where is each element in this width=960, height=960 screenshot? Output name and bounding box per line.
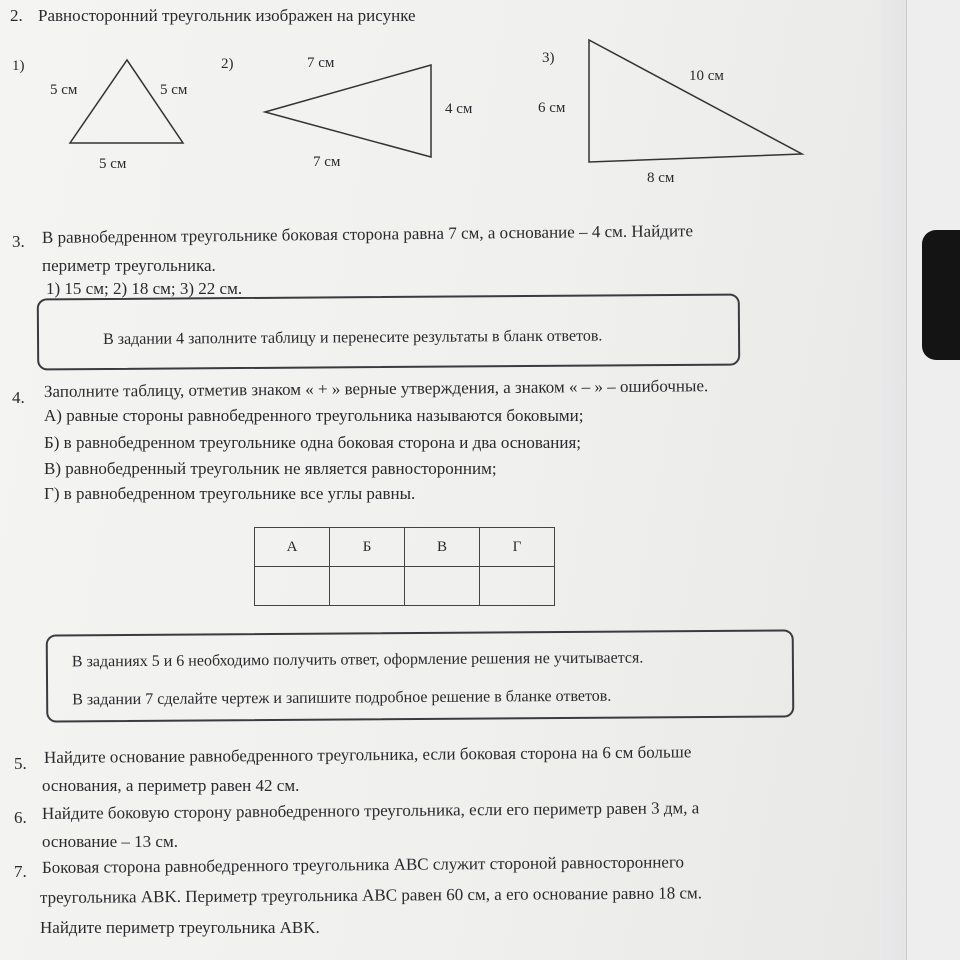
notice-2-line2: В задании 7 сделайте чертеж и запишите подробное решение в бланке ответов. [72,687,612,709]
answer-table [254,527,555,606]
notice-1-text: В задании 4 заполните таблицу и перенесите результаты в бланк ответов. [102,327,603,348]
answer-cell-v[interactable] [405,567,480,606]
q3-line2: периметр треугольника. [42,256,216,275]
q5-line1: Найдите основание равнобедренного треугольника, если боковая сторона на 6 см больше [43,742,692,767]
figure-2-label: 2) [221,56,234,72]
table-header-row [255,528,555,567]
table-header-cell: Г [480,528,555,567]
fig3-left-side: 6 см [538,100,566,116]
fig2-right-side: 4 см [445,101,473,117]
fig1-left-side: 5 см [50,82,78,98]
fig3-bottom-side: 8 см [647,170,675,186]
figure-3-label: 3) [542,50,555,66]
table-header-cell: Б [330,528,405,567]
q7-number: 7. [14,862,27,881]
table-header-cell: В [405,528,480,567]
q4-item-b: Б) в равнобедренном треугольнике одна боковая сторона и два основания; [44,433,581,452]
q5-line2: основания, а периметр равен 42 см. [42,776,300,795]
q2-number: 2. [10,6,23,25]
fig2-top-side: 7 см [307,55,335,71]
q4-number: 4. [12,388,25,407]
table-header-cell: А [255,528,330,567]
notice-box-2 [46,629,795,722]
triangles-figure [0,0,960,200]
answer-cell-a[interactable] [255,567,330,606]
answer-cell-g[interactable] [480,567,555,606]
q7-line1: Боковая сторона равнобедренного треугольника ABC служит стороной равностороннего [41,852,685,877]
table-answer-row [255,567,555,606]
q6-number: 6. [14,808,27,827]
answer-cell-b[interactable] [330,567,405,606]
fig2-bottom-side: 7 см [313,154,341,170]
fig1-bottom-side: 5 см [99,156,127,172]
notice-2-line1: В заданиях 5 и 6 необходимо получить ответ, оформление решения не учитывается. [71,649,644,671]
fig1-right-side: 5 см [160,82,188,98]
q3-options: 1) 15 см; 2) 18 см; 3) 22 см. [46,279,243,298]
q7-line3: Найдите периметр треугольника ABK. [40,918,320,937]
triangle-1 [70,60,183,143]
q3-number: 3. [12,232,25,251]
q6-line1: Найдите боковую сторону равнобедренного треугольника, если его периметр равен 3 дм, а [41,798,700,823]
q6-line2: основание – 13 см. [42,832,178,851]
q4-text: Заполните таблицу, отметив знаком « + » верные утверждения, а знаком « – » – ошибочные. [43,376,709,401]
triangle-3 [589,40,802,162]
dark-object [922,230,960,360]
q4-item-a: А) равные стороны равнобедренного треугольника называются боковыми; [44,406,584,425]
q4-item-v: В) равнобедренный треугольник не является равносторонним; [44,459,497,478]
q3-line1: В равнобедренном треугольнике боковая сторона равна 7 см, а основание – 4 см. Найдите [41,221,694,247]
q7-line2: треугольника ABK. Периметр треугольника ABC равен 60 см, а его основание равно 18 см. [39,883,703,907]
figure-1-label: 1) [12,58,25,74]
q2-text: Равносторонний треугольник изображен на рисунке [38,6,416,25]
q5-number: 5. [14,754,27,773]
notice-box-1 [37,294,740,371]
q4-item-g: Г) в равнобедренном треугольнике все углы равны. [44,484,416,503]
triangle-2 [265,65,431,157]
fig3-hypotenuse: 10 см [689,68,724,84]
